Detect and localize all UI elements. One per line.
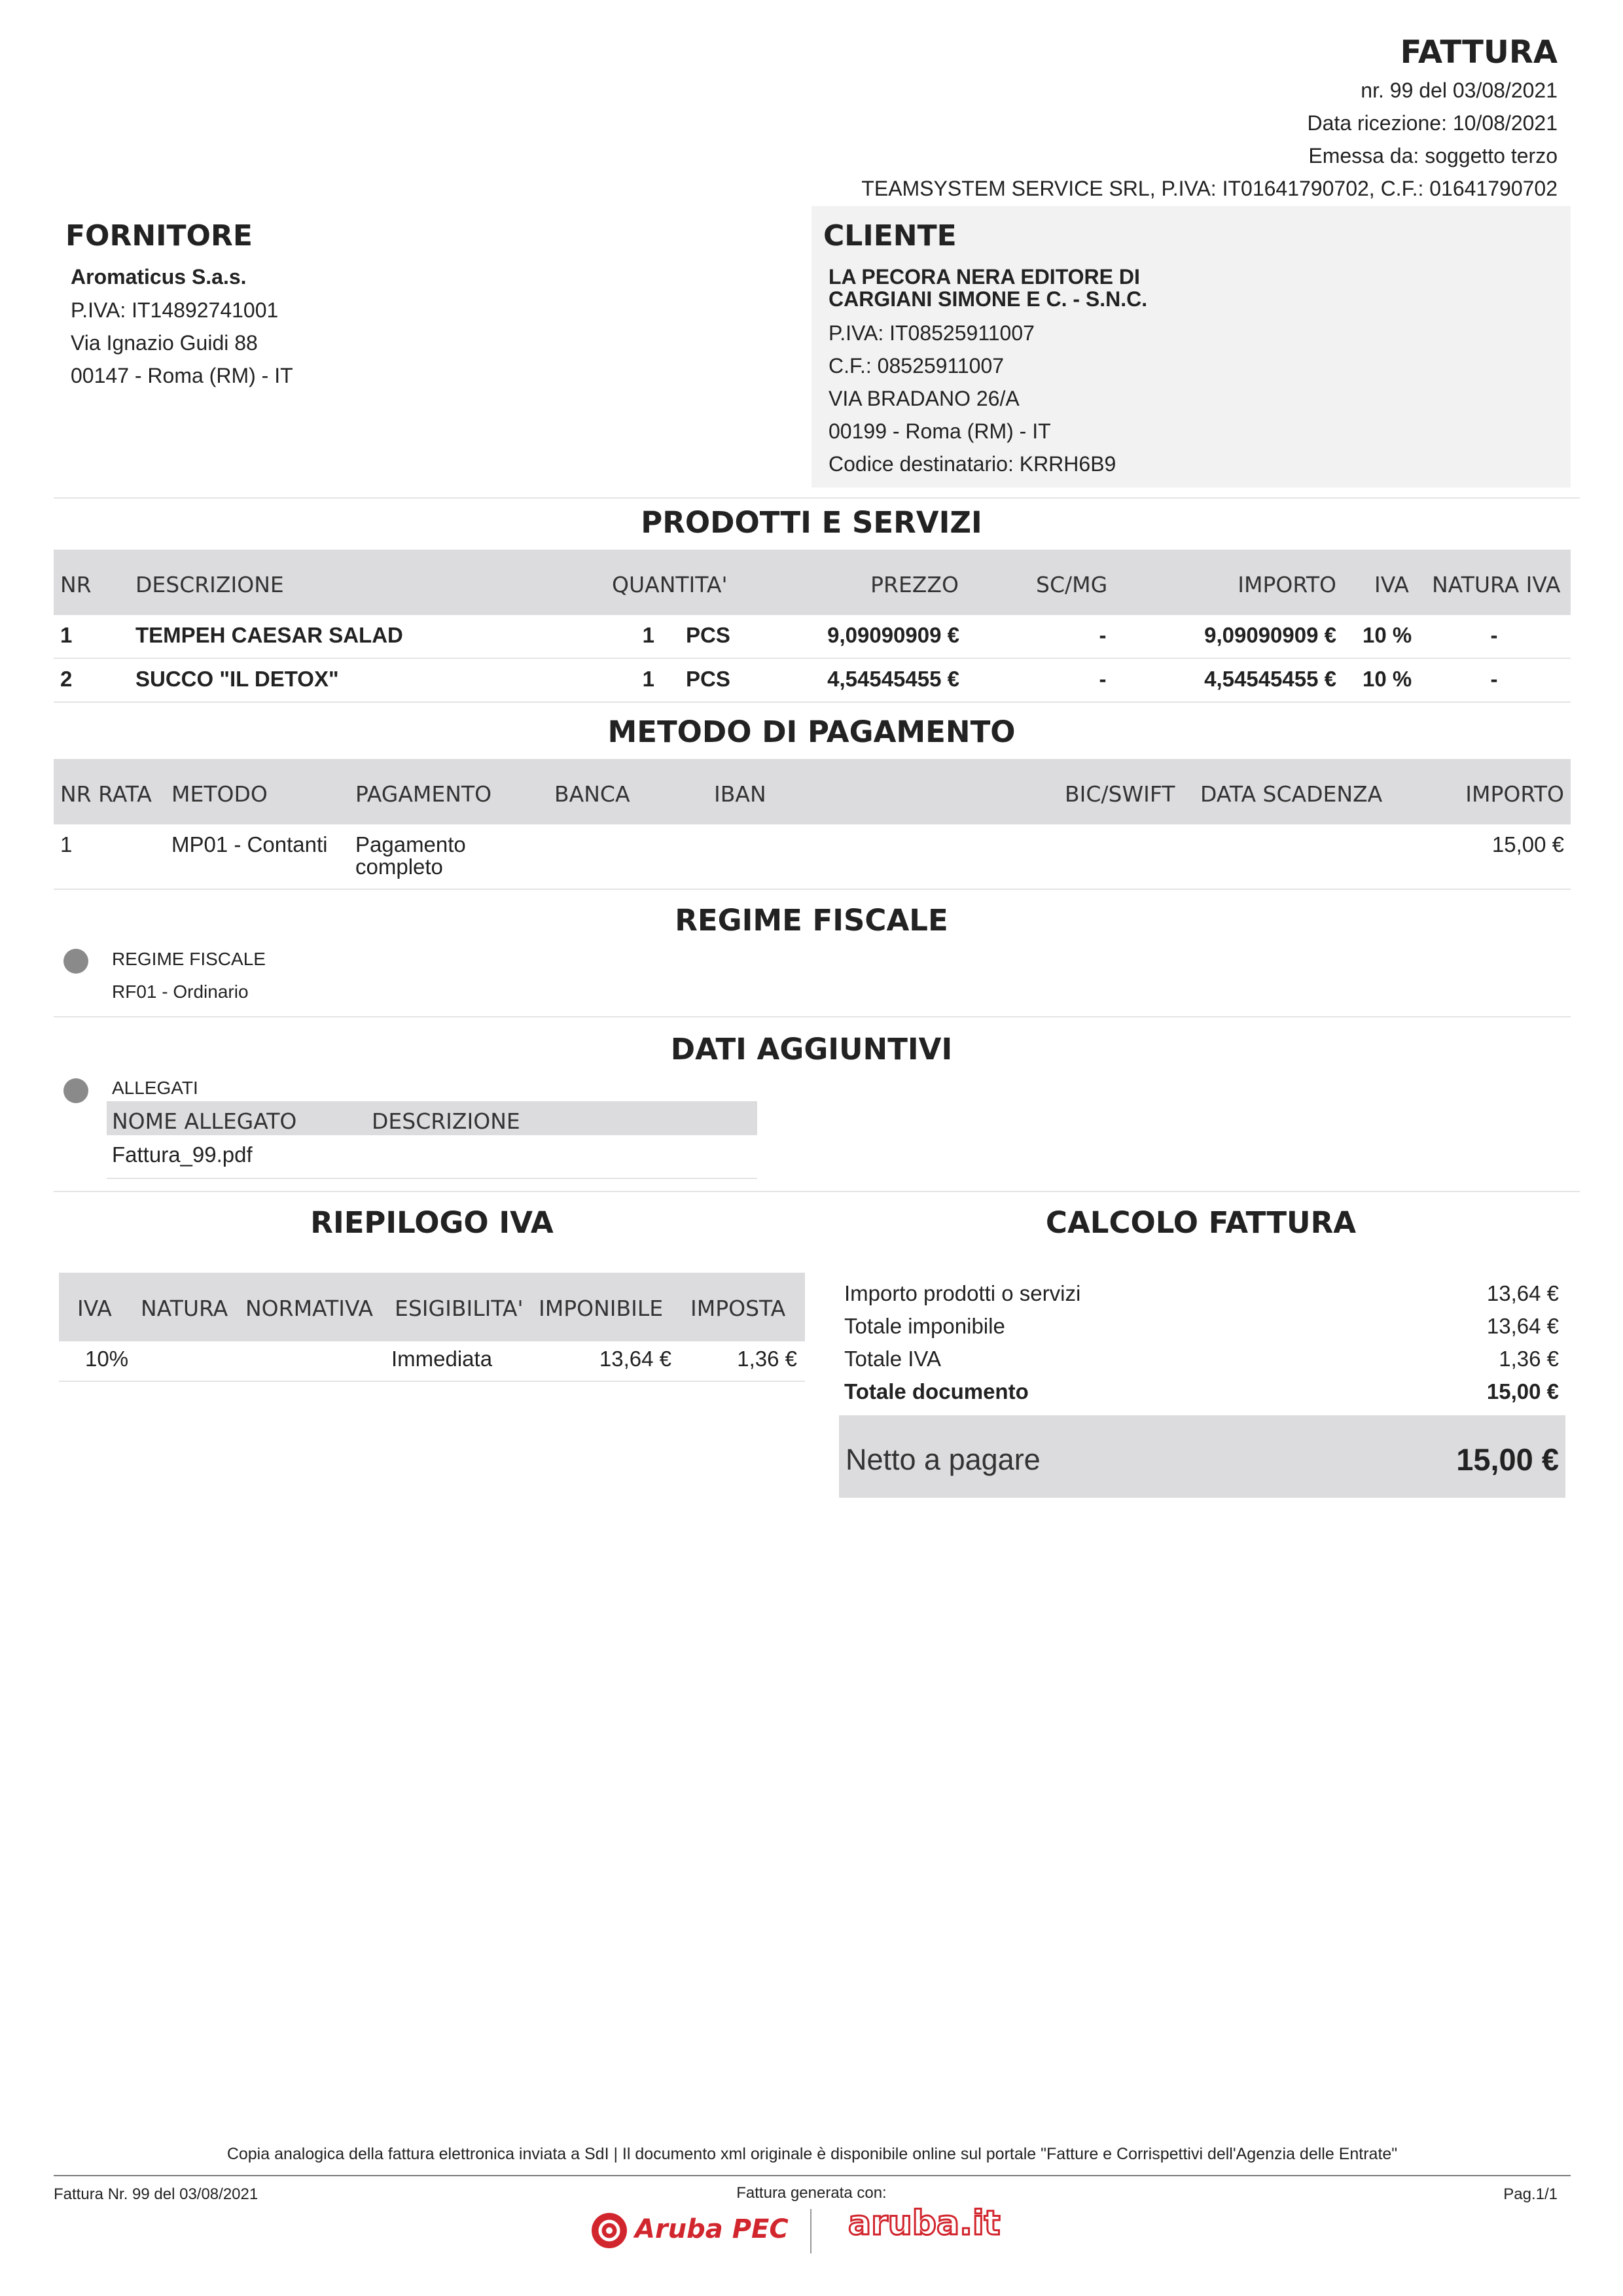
customer-recipient-code: Codice destinatario: KRRH6B9: [829, 452, 1116, 476]
row-quantity: 1: [642, 667, 654, 691]
intermediary-line: TEAMSYSTEM SERVICE SRL, P.IVA: IT01641790702, C.F.: 01641790702: [861, 177, 1558, 200]
calc-label-vat: Totale IVA: [844, 1347, 941, 1371]
row-quantity: 1: [642, 623, 654, 647]
row-method: MP01 - Contanti: [171, 832, 328, 857]
col-vat-rate: IVA: [77, 1296, 112, 1321]
footer-rule: [54, 2175, 1571, 2176]
tax-regime-label: REGIME FISCALE: [112, 949, 266, 969]
row-nr: 2: [60, 667, 73, 691]
supplier-name: Aromaticus S.a.s.: [71, 265, 247, 289]
row-divider: [59, 1381, 805, 1382]
row-unit: PCS: [686, 667, 730, 691]
col-chargeability: ESIGIBILITA': [395, 1296, 524, 1321]
row-vat-nature: -: [1490, 623, 1498, 647]
attachment-name[interactable]: Fattura_99.pdf: [112, 1142, 253, 1167]
bullet-icon: [63, 949, 88, 974]
row-vat-rate: 10%: [85, 1347, 129, 1371]
products-title: PRODOTTI E SERVIZI: [641, 505, 982, 540]
row-description: SUCCO "IL DETOX": [135, 667, 339, 691]
vat-summary-title: RIEPILOGO IVA: [310, 1205, 554, 1240]
aruba-pec-logo-text: Aruba PEC: [635, 2214, 789, 2244]
row-divider: [107, 1178, 757, 1179]
row-price: 4,54545455 €: [827, 667, 959, 691]
col-payment: PAGAMENTO: [355, 781, 492, 807]
col-iban: IBAN: [714, 781, 766, 807]
payment-title: METODO DI PAGAMENTO: [607, 715, 1016, 749]
customer-block: [812, 206, 1571, 487]
col-discount: SC/MG: [1036, 572, 1108, 597]
col-due-date: DATA SCADENZA: [1200, 781, 1383, 807]
col-payment-amount: IMPORTO: [1465, 781, 1564, 807]
col-rule: NORMATIVA: [245, 1296, 374, 1321]
aruba-pec-logo-icon: [588, 2210, 633, 2250]
supplier-vat: P.IVA: IT14892741001: [71, 298, 279, 322]
footer-disclaimer: Copia analogica della fattura elettronica inviata a SdI | Il documento xml originale è disponibile online sul portale "Fatture e Corrispettivi dell'Agenzia delle Entrate": [226, 2145, 1398, 2163]
row-installment: 1: [60, 832, 73, 857]
footer-invoice-ref: Fattura Nr. 99 del 03/08/2021: [54, 2185, 259, 2203]
row-payment-line1: Pagamento: [355, 832, 466, 857]
row-divider: [54, 701, 1571, 703]
net-to-pay-value: 15,00 €: [1456, 1442, 1559, 1477]
aruba-it-logo: aruba.it: [848, 2204, 1001, 2243]
col-vat: IVA: [1374, 572, 1409, 597]
customer-address: VIA BRADANO 26/A: [829, 387, 1020, 410]
customer-fiscal-code: C.F.: 08525911007: [829, 354, 1005, 378]
row-description: TEMPEH CAESAR SALAD: [135, 623, 403, 647]
row-amount: 9,09090909 €: [1204, 623, 1336, 647]
col-quantity: QUANTITA': [612, 572, 728, 597]
row-payment-line2: completo: [355, 855, 443, 879]
customer-name-line2: CARGIANI SIMONE E C. - S.N.C.: [829, 287, 1148, 311]
invoice-calc-title: CALCOLO FATTURA: [1045, 1205, 1357, 1240]
col-nr: NR: [60, 572, 92, 597]
net-to-pay-label: Netto a pagare: [846, 1443, 1041, 1476]
col-installment: NR RATA: [60, 781, 152, 807]
row-price: 9,09090909 €: [827, 623, 959, 647]
divider: [54, 1191, 1580, 1192]
row-vat-nature: -: [1490, 667, 1498, 691]
row-amount: 4,54545455 €: [1204, 667, 1336, 691]
row-vat: 10 %: [1363, 623, 1412, 647]
col-taxable: IMPONIBILE: [539, 1296, 664, 1321]
row-discount: -: [1099, 623, 1107, 647]
calc-label-products: Importo prodotti o servizi: [844, 1281, 1081, 1305]
calc-value-document-total: 15,00 €: [1486, 1379, 1559, 1404]
col-bank: BANCA: [554, 781, 630, 807]
supplier-heading: FORNITORE: [65, 219, 253, 253]
row-tax: 1,36 €: [737, 1347, 797, 1371]
row-vat: 10 %: [1363, 667, 1412, 691]
customer-heading: CLIENTE: [823, 219, 957, 253]
calc-value-vat: 1,36 €: [1499, 1347, 1559, 1371]
invoice-title: FATTURA: [1400, 34, 1558, 71]
supplier-address: Via Ignazio Guidi 88: [71, 331, 258, 355]
bullet-icon: [63, 1078, 88, 1103]
tax-regime-title: REGIME FISCALE: [675, 903, 948, 938]
col-bic: BIC/SWIFT: [1065, 781, 1175, 807]
col-price: PREZZO: [870, 572, 959, 597]
row-chargeability: Immediata: [391, 1347, 493, 1371]
receipt-date: Data ricezione: 10/08/2021: [1307, 111, 1558, 135]
footer-generated-by: Fattura generata con:: [736, 2184, 887, 2202]
issued-by: Emessa da: soggetto terzo: [1308, 144, 1558, 168]
col-nature: NATURA: [141, 1296, 228, 1321]
col-tax: IMPOSTA: [690, 1296, 786, 1321]
col-amount: IMPORTO: [1238, 572, 1336, 597]
col-vat-nature: NATURA IVA: [1432, 572, 1561, 597]
customer-city: 00199 - Roma (RM) - IT: [829, 419, 1051, 443]
col-method: METODO: [171, 781, 268, 807]
customer-vat: P.IVA: IT08525911007: [829, 321, 1035, 345]
row-discount: -: [1099, 667, 1107, 691]
col-description: DESCRIZIONE: [135, 572, 284, 597]
row-divider: [54, 889, 1571, 890]
row-payment-amount: 15,00 €: [1491, 832, 1564, 857]
footer-page-number: Pag.1/1: [1503, 2185, 1558, 2203]
col-attachment-description: DESCRIZIONE: [372, 1108, 520, 1134]
row-divider: [54, 658, 1571, 659]
col-attachment-name: NOME ALLEGATO: [112, 1108, 297, 1134]
calc-value-taxable: 13,64 €: [1486, 1314, 1559, 1338]
logo-divider: [810, 2209, 812, 2253]
row-divider: [54, 1016, 1571, 1017]
calc-value-products: 13,64 €: [1486, 1281, 1559, 1305]
aruba-pec-logo: [588, 2210, 789, 2250]
attachments-label: ALLEGATI: [112, 1078, 198, 1098]
supplier-city: 00147 - Roma (RM) - IT: [71, 364, 293, 387]
additional-title: DATI AGGIUNTIVI: [670, 1032, 953, 1067]
tax-regime-value: RF01 - Ordinario: [112, 981, 249, 1002]
row-taxable: 13,64 €: [599, 1347, 671, 1371]
calc-label-taxable: Totale imponibile: [844, 1314, 1005, 1338]
invoice-number: nr. 99 del 03/08/2021: [1361, 79, 1558, 102]
row-nr: 1: [60, 623, 73, 647]
customer-name-line1: LA PECORA NERA EDITORE DI: [829, 265, 1140, 289]
divider: [54, 497, 1580, 499]
calc-label-document-total: Totale documento: [844, 1379, 1029, 1404]
row-unit: PCS: [686, 623, 730, 647]
